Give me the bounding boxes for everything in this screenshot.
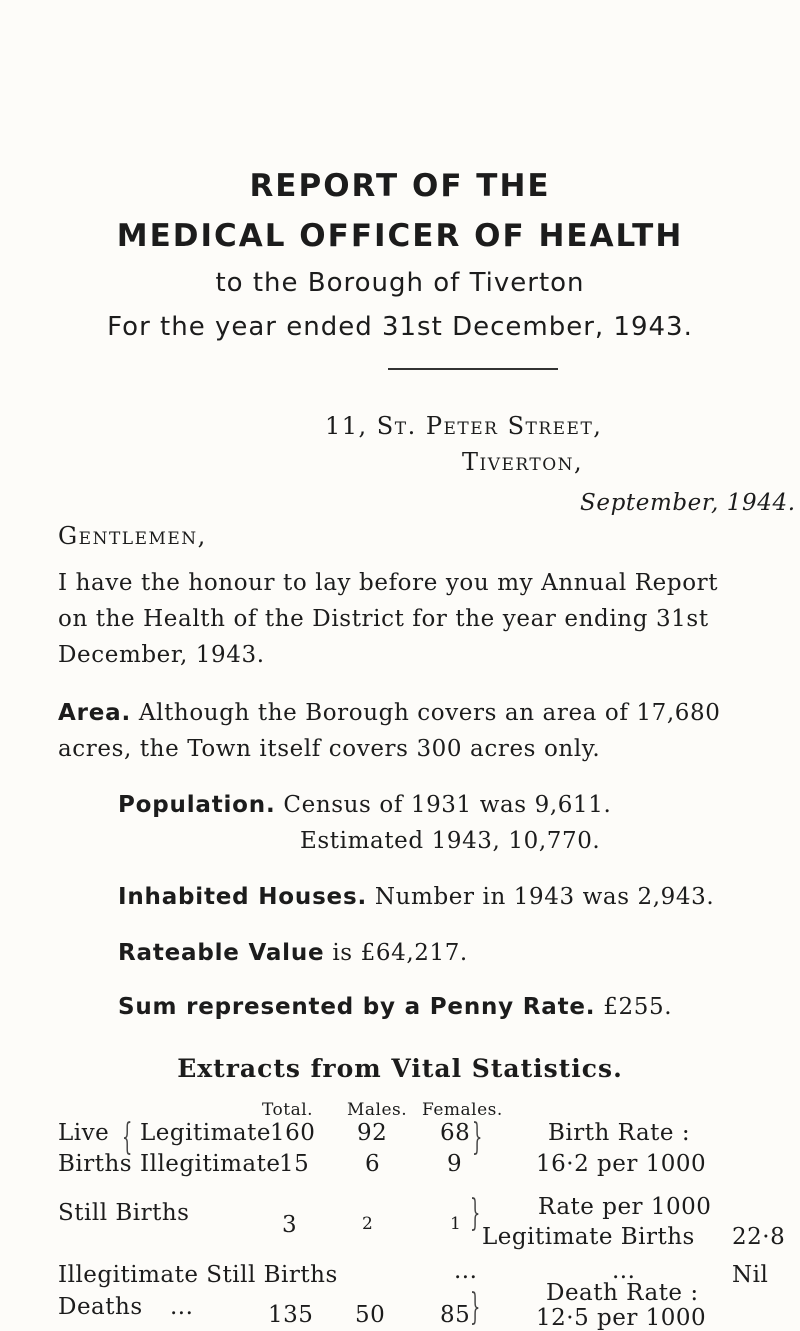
illegitimate-still-dots-1: ... xyxy=(454,1258,478,1284)
still-births-females: 1 xyxy=(450,1214,462,1234)
still-births-males: 2 xyxy=(362,1214,374,1234)
illegitimate-label: Illegitimate xyxy=(140,1151,281,1177)
area-paragraph xyxy=(58,700,720,726)
still-rate-brace: } xyxy=(470,1193,481,1234)
deaths-males: 50 xyxy=(355,1302,386,1328)
live-label: Live xyxy=(58,1120,110,1146)
legitimate-total: 160 xyxy=(270,1120,316,1146)
salutation: Gentlemen, xyxy=(58,522,207,550)
col-females: Females. xyxy=(422,1100,503,1120)
legitimate-females: 68 xyxy=(440,1120,471,1146)
rateable-text: is £64,217. xyxy=(332,940,468,966)
title-divider xyxy=(388,368,558,370)
deaths-label: Deaths xyxy=(58,1294,143,1320)
deaths-dots: ... xyxy=(170,1294,194,1320)
address-date: September, 1944. xyxy=(580,490,796,516)
death-rate-label: Death Rate : xyxy=(546,1280,699,1306)
birth-rate-value: 16·2 per 1000 xyxy=(536,1151,707,1177)
report-title-line-3: to the Borough of Tiverton xyxy=(215,268,585,298)
intro-line-3: December, 1943. xyxy=(58,642,265,668)
stats-heading: Extracts from Vital Statistics. xyxy=(177,1054,623,1083)
penny-heading: Sum represented by a Penny Rate. xyxy=(118,994,596,1020)
address-town: Tiverton, xyxy=(462,448,584,476)
houses-heading: Inhabited Houses. xyxy=(118,884,367,910)
address-street: 11, St. Peter Street, xyxy=(325,412,603,440)
still-births-total: 3 xyxy=(282,1212,298,1238)
population-paragraph xyxy=(118,792,611,818)
population-heading: Population. xyxy=(118,792,276,818)
area-line-2: acres, the Town itself covers 300 acres only. xyxy=(58,736,601,762)
illegitimate-still-dots-2: ... xyxy=(612,1258,636,1284)
penny-paragraph xyxy=(118,994,672,1020)
deaths-total: 135 xyxy=(268,1302,314,1328)
rateable-paragraph xyxy=(118,940,468,966)
col-males: Males. xyxy=(347,1100,408,1120)
deaths-females: 85 xyxy=(440,1302,471,1328)
col-total: Total. xyxy=(262,1100,314,1120)
birth-rate-label: Birth Rate : xyxy=(548,1120,691,1146)
legitimate-label: Legitimate xyxy=(140,1120,271,1146)
report-title-line-1: REPORT OF THE xyxy=(249,168,551,204)
report-title-line-4: For the year ended 31st December, 1943. xyxy=(107,312,693,342)
illegitimate-still-label: Illegitimate Still Births xyxy=(58,1262,338,1288)
illegitimate-still-value: Nil xyxy=(732,1262,769,1288)
intro-line-1: I have the honour to lay before you my Annual Report xyxy=(58,570,719,596)
houses-text: Number in 1943 was 2,943. xyxy=(374,884,715,910)
death-rate-value: 12·5 per 1000 xyxy=(536,1305,707,1331)
houses-paragraph xyxy=(118,884,714,910)
still-rate-line-1: Rate per 1000 xyxy=(538,1194,712,1220)
death-rate-brace: } xyxy=(470,1287,481,1328)
birth-rate-brace: } xyxy=(472,1117,483,1158)
still-rate-line-2: Legitimate Births xyxy=(482,1224,695,1250)
population-line-1: Census of 1931 was 9,611. xyxy=(283,792,612,818)
illegitimate-total: 15 xyxy=(279,1151,310,1177)
intro-line-2: on the Health of the District for the year ending 31st xyxy=(58,606,709,632)
still-rate-value: 22·8 xyxy=(732,1224,786,1250)
illegitimate-males: 6 xyxy=(365,1151,381,1177)
illegitimate-females: 9 xyxy=(447,1151,463,1177)
population-line-2: Estimated 1943, 10,770. xyxy=(300,828,601,854)
rateable-heading: Rateable Value xyxy=(118,940,325,966)
live-births-brace-left: { xyxy=(122,1117,133,1158)
still-births-label: Still Births xyxy=(58,1200,190,1226)
births-label: Births xyxy=(58,1151,133,1177)
report-title-line-2: MEDICAL OFFICER OF HEALTH xyxy=(116,218,684,254)
legitimate-males: 92 xyxy=(357,1120,388,1146)
penny-text: £255. xyxy=(603,994,673,1020)
area-heading: Area. xyxy=(58,700,131,726)
area-line-1: Although the Borough covers an area of 17,680 xyxy=(138,700,721,726)
